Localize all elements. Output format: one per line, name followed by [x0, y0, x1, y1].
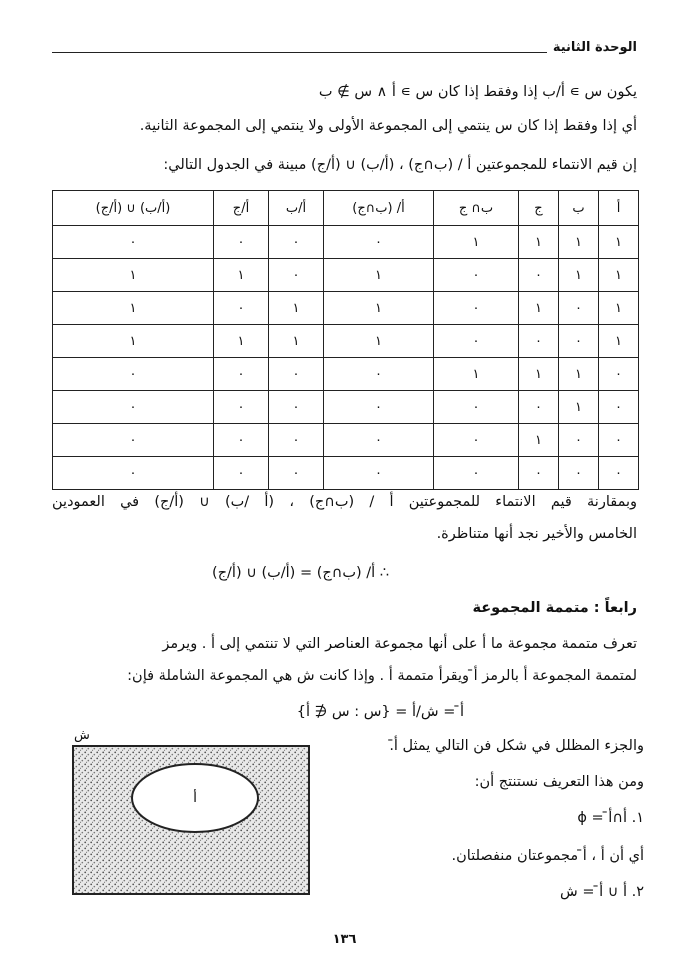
table-cell: ٠	[214, 457, 269, 490]
table-cell: ٠	[53, 424, 214, 457]
table-cell: ١	[599, 259, 639, 292]
result-1: ١. أ∩أ̄ = ϕ	[577, 810, 644, 826]
table-header-cell: أ	[599, 191, 639, 226]
intro-line-1: يكون س ∍ أ/ب إذا وفقط إذا كان س ∍ أ ∧ س ∌ ب	[318, 84, 637, 100]
table-cell: ١	[519, 358, 559, 391]
table-row	[53, 292, 639, 325]
table-cell: ٠	[434, 391, 519, 424]
table-cell: ١	[434, 226, 519, 259]
table-cell: ٠	[559, 325, 599, 358]
table-cell: ٠	[324, 424, 434, 457]
table-cell: ٠	[53, 391, 214, 424]
table-cell: ٠	[434, 457, 519, 490]
table-row	[53, 259, 639, 292]
table-header-cell: أ/ (ب∩ج)	[324, 191, 434, 226]
definition-line-2: لمتممة المجموعة أ بالرمز أ̄ ويقرأ متممة أ . وإذا كانت ش هي المجموعة الشاملة فإن:	[127, 668, 637, 684]
table-cell: ٠	[599, 424, 639, 457]
table-cell: ٠	[53, 457, 214, 490]
table-cell: ١	[324, 259, 434, 292]
table-cell: ٠	[559, 424, 599, 457]
table-cell: ٠	[324, 391, 434, 424]
shaded-note: والجزء المظلل في شكل فن التالي يمثل أ̄.	[389, 738, 644, 754]
table-cell: ٠	[214, 358, 269, 391]
table-cell: ٠	[519, 259, 559, 292]
table-header-row	[53, 191, 639, 226]
table-cell: ١	[599, 292, 639, 325]
table-cell: ١	[519, 226, 559, 259]
table-cell: ٠	[434, 292, 519, 325]
table-cell: ٠	[53, 226, 214, 259]
table-cell: ٠	[269, 259, 324, 292]
table-cell: ٠	[599, 457, 639, 490]
set-a-label: أ	[193, 791, 197, 806]
header-rule	[52, 52, 547, 53]
truth-table	[52, 190, 639, 490]
table-row	[53, 391, 639, 424]
table-cell: ٠	[434, 259, 519, 292]
intro-line-2: أي إذا وفقط إذا كان س ينتمي إلى المجموعة الأولى ولا ينتمي إلى المجموعة الثانية.	[139, 118, 637, 134]
table-cell: ٠	[324, 226, 434, 259]
definition-line-1: تعرف متممة مجموعة ما أ على أنها مجموعة العناصر التي لا تنتمي إلى أ . ويرمز	[162, 636, 637, 652]
comparison-line-1: وبمقارنة قيم الانتماء للمجموعتين أ / (ب∩ج) ، (أ /ب) ∪ (أ/ج) في العمودين	[52, 494, 637, 510]
complement-definition: أ̄ = ش/أ = {س : س ∉ أ}	[296, 704, 464, 720]
table-cell: ٠	[599, 358, 639, 391]
table-cell: ٠	[519, 391, 559, 424]
table-header-cell: أ/ج	[214, 191, 269, 226]
table-cell: ١	[559, 259, 599, 292]
venn-diagram	[72, 745, 310, 895]
result-2: ٢. أ ∪ أ̄ = ش	[560, 884, 644, 900]
table-cell: ١	[434, 358, 519, 391]
table-cell: ١	[214, 325, 269, 358]
table-cell: ١	[599, 325, 639, 358]
table-header-cell: ج	[519, 191, 559, 226]
table-cell: ١	[324, 325, 434, 358]
table-cell: ٠	[214, 292, 269, 325]
table-cell: ٠	[214, 391, 269, 424]
table-cell: ٠	[434, 424, 519, 457]
deduce-line: ومن هذا التعريف نستنتج أن:	[474, 774, 644, 790]
table-cell: ١	[214, 259, 269, 292]
conclusion-equation: ∴ أ/ (ب∩ج) = (أ/ب) ∪ (أ/ج)	[212, 565, 389, 581]
table-cell: ١	[559, 226, 599, 259]
comparison-line-2: الخامس والأخير نجد أنها متناظرة.	[436, 526, 637, 542]
result-1-note: أي أن أ ، أ̄ مجموعتان منفصلتان.	[451, 848, 644, 864]
table-cell: ١	[53, 292, 214, 325]
table-cell: ٠	[559, 292, 599, 325]
table-row	[53, 358, 639, 391]
table-cell: ٠	[434, 325, 519, 358]
table-cell: ١	[324, 292, 434, 325]
table-cell: ٠	[269, 457, 324, 490]
table-cell: ٠	[559, 457, 599, 490]
table-cell: ٠	[519, 325, 559, 358]
table-header-cell: (أ/ب) ∪ (أ/ج)	[53, 191, 214, 226]
table-cell: ٠	[269, 424, 324, 457]
table-cell: ٠	[269, 226, 324, 259]
table-cell: ١	[53, 259, 214, 292]
table-cell: ٠	[599, 391, 639, 424]
table-cell: ١	[599, 226, 639, 259]
table-header-cell: أ/ب	[269, 191, 324, 226]
table-cell: ٠	[269, 358, 324, 391]
section-title: رابعاً : متممة المجموعة	[472, 600, 637, 616]
table-row	[53, 424, 639, 457]
table-cell: ١	[269, 292, 324, 325]
table-cell: ١	[519, 292, 559, 325]
table-cell: ١	[559, 358, 599, 391]
table-cell: ٠	[214, 226, 269, 259]
table-cell: ١	[559, 391, 599, 424]
table-cell: ١	[519, 424, 559, 457]
table-row	[53, 226, 639, 259]
table-cell: ٠	[324, 457, 434, 490]
table-cell: ١	[53, 325, 214, 358]
table-cell: ٠	[269, 391, 324, 424]
table-cell: ١	[269, 325, 324, 358]
table-cell: ٠	[519, 457, 559, 490]
table-row	[53, 325, 639, 358]
table-cell: ٠	[53, 358, 214, 391]
table-cell: ٠	[324, 358, 434, 391]
universe-label: ش	[74, 728, 90, 743]
unit-title: الوحدة الثانية	[552, 40, 637, 55]
intro-line-3: إن قيم الانتماء للمجموعتين أ / (ب∩ج) ، (أ/ب) ∪ (أ/ج) مبينة في الجدول التالي:	[163, 157, 637, 173]
table-header-cell: ب∩ ج	[434, 191, 519, 226]
table-header-cell: ب	[559, 191, 599, 226]
table-cell: ٠	[214, 424, 269, 457]
table-row	[53, 457, 639, 490]
page-number: ١٣٦	[332, 932, 357, 947]
